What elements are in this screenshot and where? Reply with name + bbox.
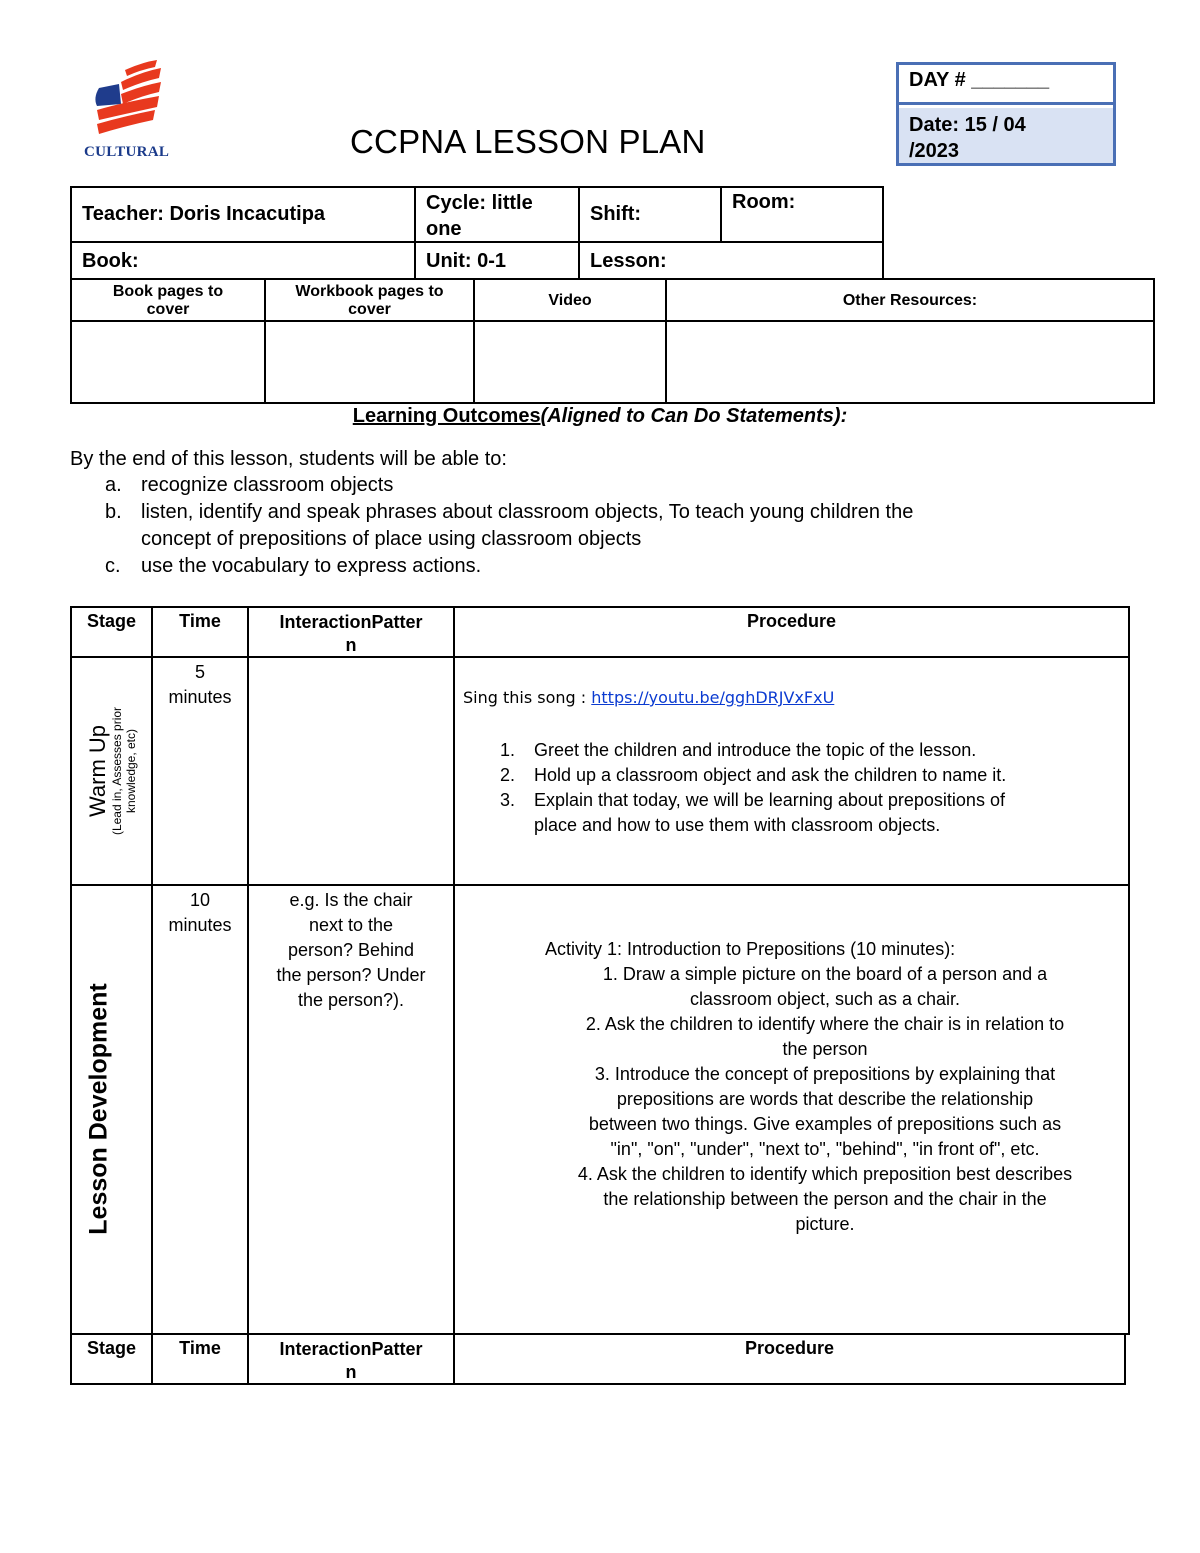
workbook-pages-header: [264, 278, 475, 322]
warmup-time: [153, 660, 247, 710]
video-header-label: Video: [548, 292, 592, 309]
other-resources-value: [665, 320, 1155, 404]
step-text: Explain that today, we will be learning about prepositions of: [534, 790, 1005, 810]
outcome-marker: b.: [105, 501, 122, 523]
learning-outcomes-heading: [0, 405, 1200, 428]
step-text: place and how to use them with classroom objects.: [534, 815, 941, 835]
book-pages-header-2: cover: [146, 301, 190, 318]
workbook-pages-header-1: Workbook pages to: [295, 283, 444, 300]
interaction-line: next to the: [308, 915, 394, 935]
time-header-repeat: Time: [179, 1338, 221, 1358]
outcome-marker: [105, 526, 141, 553]
day-date-box: [896, 62, 1116, 166]
procedure-line: between two things. Give examples of prepositions such as: [588, 1114, 1062, 1134]
development-time-value: 10: [189, 890, 211, 910]
warmup-stage-sub-1: (Lead in, Assesses prior: [110, 706, 124, 836]
interaction-header-1: InteractionPatter: [279, 1339, 423, 1359]
table-rule: [70, 1333, 1130, 1335]
interaction-header: [249, 611, 453, 657]
procedure-line: the person: [782, 1039, 868, 1059]
step-number: [500, 813, 534, 838]
step-number: 3.: [500, 790, 516, 810]
outcome-item: [105, 499, 1105, 526]
procedure-header-repeat: Procedure: [744, 1338, 835, 1358]
outcomes-list: [105, 472, 1105, 580]
interaction-header-repeat: [249, 1338, 453, 1384]
development-time-unit: minutes: [168, 915, 232, 935]
outcome-text: concept of prepositions of place using classroom objects: [141, 528, 642, 550]
room-cell: [720, 186, 884, 243]
outcome-text: use the vocabulary to express actions.: [141, 555, 482, 577]
workbook-pages-header-2: cover: [348, 301, 391, 318]
procedure-line: classroom object, such as a chair.: [689, 989, 961, 1009]
outcome-text: recognize classroom objects: [141, 474, 394, 496]
outcome-marker: a.: [105, 474, 122, 496]
procedure-line: 4. Ask the children to identify which preposition best describes: [577, 1164, 1073, 1184]
development-stage-cell: [72, 886, 151, 1333]
interaction-line: person? Behind: [287, 940, 415, 960]
cycle-label-1: Cycle: little: [426, 192, 533, 214]
interaction-header-1: InteractionPatter: [279, 612, 423, 632]
unit-label: Unit: 0-1: [426, 250, 506, 272]
outcomes-intro: By the end of this lesson, students will be able to:: [70, 448, 507, 470]
activity-title: Activity 1: Introduction to Prepositions (10 minutes):: [545, 939, 956, 959]
room-label: Room:: [732, 191, 796, 213]
logo-wordmark: CULTURAL: [84, 144, 170, 160]
development-interaction: [249, 888, 453, 1013]
stage-header-repeat: Stage: [86, 1338, 137, 1358]
shift-label: Shift:: [590, 203, 642, 225]
table-rule: [70, 606, 1130, 608]
development-stage-label: Lesson Development: [84, 983, 113, 1235]
interaction-line: the person?).: [297, 990, 405, 1010]
step-number: 1.: [500, 740, 516, 760]
other-resources-header: [665, 278, 1155, 322]
outcome-item: [105, 472, 1105, 499]
date-line-1: Date: 15 / 04: [909, 114, 1026, 136]
outcome-marker: c.: [105, 555, 121, 577]
interaction-line: e.g. Is the chair: [289, 890, 413, 910]
warmup-stage-label: Warm Up: [85, 724, 110, 818]
shift-cell: [578, 186, 722, 243]
warmup-stage-sub-2: knowledge, etc): [124, 728, 138, 814]
warmup-time-unit: minutes: [168, 687, 232, 707]
video-header: [473, 278, 667, 322]
table-rule: [151, 606, 153, 1385]
learning-outcomes-subtitle: (Aligned to Can Do Statements):: [540, 405, 848, 427]
outcome-text: listen, identify and speak phrases about classroom objects, To teach young children the: [141, 501, 914, 523]
book-pages-value: [70, 320, 266, 404]
interaction-header-2: n: [345, 1362, 357, 1382]
teacher-label: Teacher: Doris Incacutipa: [82, 203, 326, 225]
step-text: Hold up a classroom object and ask the children to name it.: [534, 765, 1007, 785]
step-number: 2.: [500, 765, 516, 785]
time-header: Time: [179, 611, 221, 631]
warmup-stage-cell: [72, 658, 151, 884]
table-rule: [70, 884, 1130, 886]
date-line-2: /2023: [909, 140, 960, 162]
procedure-line: the relationship between the person and the chair in the: [603, 1189, 1047, 1209]
warmup-step: [500, 788, 1120, 813]
table-rule: [453, 606, 455, 1385]
warmup-steps: [500, 738, 1120, 838]
book-pages-header-1: Book pages to: [112, 283, 224, 300]
interaction-line: the person? Under: [276, 965, 426, 985]
lesson-label: Lesson:: [590, 250, 667, 272]
procedure-header: Procedure: [746, 611, 837, 631]
warmup-time-value: 5: [194, 662, 205, 682]
other-resources-label: Other Resources:: [842, 292, 978, 309]
cycle-label-2: one: [426, 218, 462, 240]
development-time: [153, 888, 247, 938]
book-cell: [70, 241, 416, 280]
development-procedure: [480, 962, 1170, 1237]
warmup-step: [500, 738, 1120, 763]
teacher-cell: [70, 186, 416, 243]
learning-outcomes-title: Learning Outcomes: [352, 405, 541, 427]
table-rule: [1124, 1333, 1126, 1385]
date-field: [899, 108, 1113, 163]
procedure-line: 1. Draw a simple picture on the board of a person and a: [602, 964, 1048, 984]
procedure-line: "in", "on", "under", "next to", "behind", "in front of", etc.: [610, 1139, 1040, 1159]
day-number: DAY # _______: [899, 65, 1113, 105]
procedure-line: prepositions are words that describe the relationship: [616, 1089, 1034, 1109]
table-rule: [70, 656, 1130, 658]
song-label: Sing this song :: [463, 688, 592, 707]
warmup-step: [500, 813, 1120, 838]
lesson-cell: [578, 241, 884, 280]
outcome-item: [105, 553, 1105, 580]
procedure-line: 2. Ask the children to identify where the chair is in relation to: [585, 1014, 1065, 1034]
procedure-line: 3. Introduce the concept of prepositions by explaining that: [594, 1064, 1056, 1084]
step-text: Greet the children and introduce the topic of the lesson.: [534, 740, 977, 760]
warmup-step: [500, 763, 1120, 788]
song-link[interactable]: https://youtu.be/gghDRJVxFxU: [591, 688, 835, 707]
interaction-header-2: n: [345, 635, 357, 655]
page-title: CCPNA LESSON PLAN: [350, 123, 706, 160]
warmup-song: [463, 688, 834, 707]
workbook-pages-value: [264, 320, 475, 404]
video-value: [473, 320, 667, 404]
book-pages-header: [70, 278, 266, 322]
unit-cell: [414, 241, 580, 280]
procedure-line: picture.: [795, 1214, 855, 1234]
outcome-item: [105, 526, 1105, 553]
cycle-cell: [414, 186, 580, 243]
table-rule: [70, 1383, 1126, 1385]
book-label: Book:: [82, 250, 139, 272]
stage-header: Stage: [86, 611, 137, 631]
